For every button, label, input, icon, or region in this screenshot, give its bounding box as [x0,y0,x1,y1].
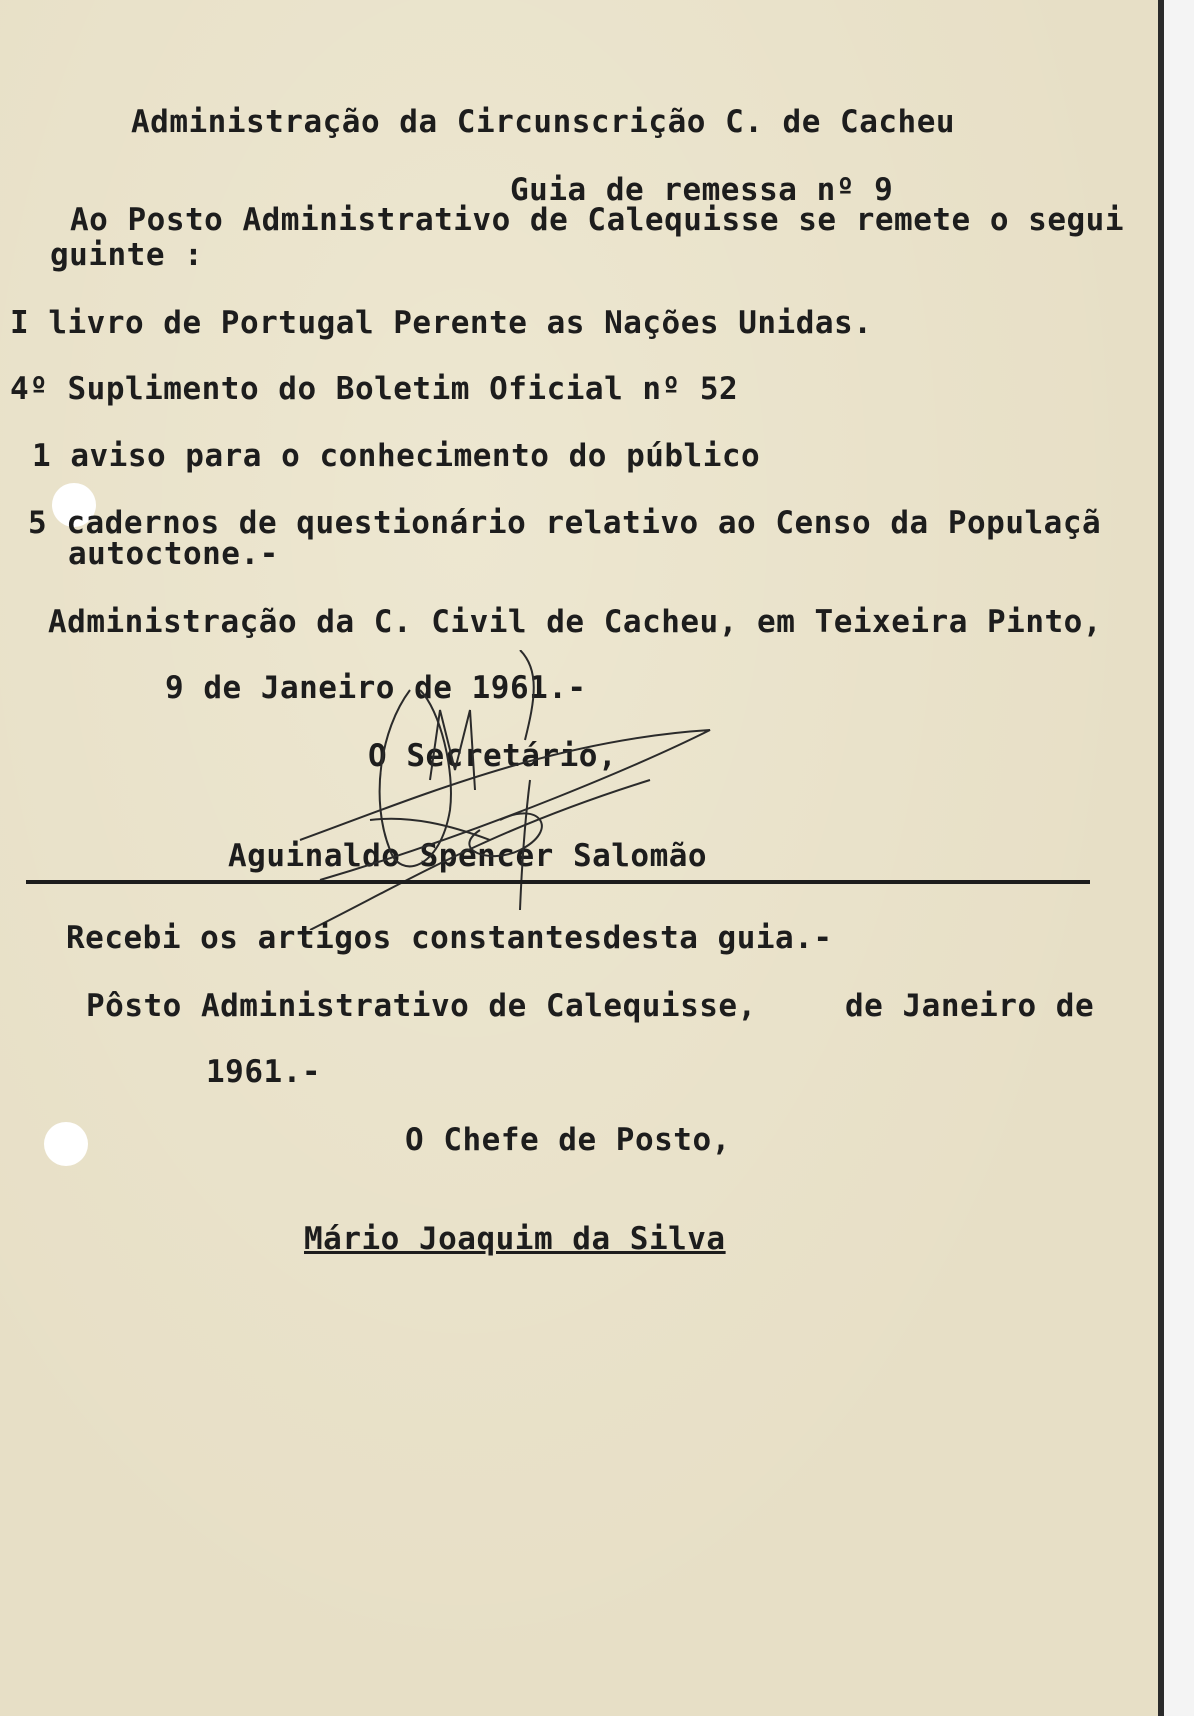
intro-line-2: guinte : [50,237,204,273]
place-line: Administração da C. Civil de Cacheu, em Teixeira Pinto, [48,604,1102,640]
item-4: 5 cadernos de questionário relativo ao Censo da Populaçã [28,505,1102,541]
item-1: I livro de Portugal Perente as Nações Unidas. [10,305,873,341]
receipt-year: 1961.- [206,1054,321,1090]
scan-margin [1164,0,1194,1716]
guide-number: Guia de remessa nº 9 [510,172,894,208]
item-3: 1 aviso para o conhecimento do público [32,438,761,474]
date-line: 9 de Janeiro de 1961.- [165,670,587,706]
intro-line-1: Ao Posto Administrativo de Calequisse se remete o segui [70,202,1124,238]
secretary-name: Aguinaldo Spencer Salomão [228,838,708,874]
receipt-line-2-date: de Janeiro de [845,988,1095,1024]
chief-name: Mário Joaquim da Silva [304,1221,726,1257]
chief-role: O Chefe de Posto, [405,1122,731,1158]
divider-line [26,880,1090,884]
receipt-line-2: Pôsto Administrativo de Calequisse, [86,988,757,1024]
item-4-continued: autoctone.- [68,536,279,572]
item-2: 4º Suplimento do Boletim Oficial nº 52 [10,371,739,407]
receipt-line-1: Recebi os artigos constantesdesta guia.- [66,920,833,956]
handwritten-signature [290,650,730,930]
office-header: Administração da Circunscrição C. de Cacheu [131,104,956,140]
punch-hole [44,1122,88,1166]
secretary-role: O Secretário, [368,738,618,774]
